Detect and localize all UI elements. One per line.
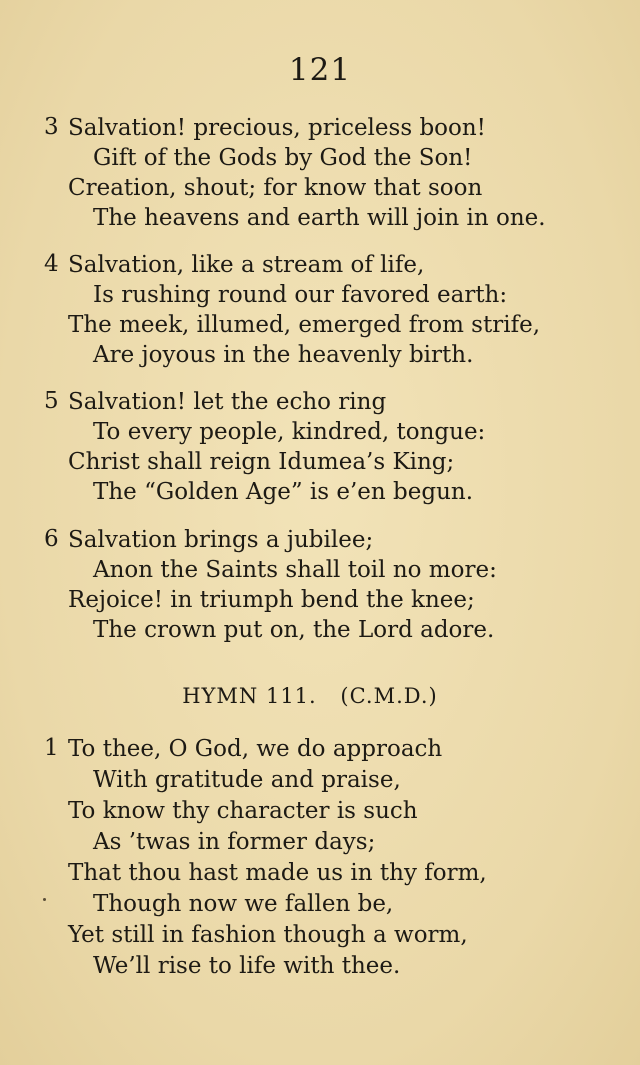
verse-line: Yet still in fashion though a worm, bbox=[68, 922, 468, 948]
verse-line: Salvation, like a stream of life, bbox=[68, 252, 425, 278]
stanza-number: 1 bbox=[44, 735, 59, 761]
verse-line: Though now we fallen be, bbox=[93, 891, 394, 917]
verse-line: Gift of the Gods by God the Son! bbox=[93, 145, 473, 171]
hymn-label: HYMN 111. bbox=[182, 684, 317, 708]
verse-line: Rejoice! in triumph bend the knee; bbox=[68, 587, 475, 613]
page-number: 121 bbox=[288, 52, 352, 88]
verse-line: To every people, kindred, tongue: bbox=[93, 419, 486, 445]
verse-line: To thee, O God, we do approach bbox=[68, 736, 443, 762]
verse-line: Salvation! let the echo ring bbox=[68, 389, 387, 415]
hymn-meter: (C.M.D.) bbox=[340, 684, 438, 708]
verse-line: The meek, illumed, emerged from strife, bbox=[68, 312, 541, 338]
verse-line: Anon the Saints shall toil no more: bbox=[93, 557, 497, 583]
verse-line: Is rushing round our favored earth: bbox=[93, 282, 508, 308]
verse-line: Are joyous in the heavenly birth. bbox=[93, 342, 474, 368]
verse-line: That thou hast made us in thy form, bbox=[68, 860, 487, 886]
paper-speck bbox=[43, 898, 46, 901]
verse-line: As ’twas in former days; bbox=[93, 829, 376, 855]
verse-line: To know thy character is such bbox=[68, 798, 418, 824]
stanza-number: 3 bbox=[44, 114, 59, 140]
stanza-number: 5 bbox=[44, 388, 59, 414]
verse-line: The “Golden Age” is e’en begun. bbox=[93, 479, 474, 505]
verse-line: With gratitude and praise, bbox=[93, 767, 401, 793]
verse-line: We’ll rise to life with thee. bbox=[93, 953, 401, 979]
verse-line: Creation, shout; for know that soon bbox=[68, 175, 483, 201]
stanza-number: 6 bbox=[44, 526, 59, 552]
verse-line: Salvation brings a jubilee; bbox=[68, 527, 374, 553]
stanza-number: 4 bbox=[44, 251, 59, 277]
hymn-heading bbox=[0, 684, 620, 708]
verse-line: Salvation! precious, priceless boon! bbox=[68, 115, 486, 141]
verse-line: The crown put on, the Lord adore. bbox=[93, 617, 495, 643]
verse-line: The heavens and earth will join in one. bbox=[93, 205, 546, 231]
verse-line: Christ shall reign Idumea’s King; bbox=[68, 449, 455, 475]
